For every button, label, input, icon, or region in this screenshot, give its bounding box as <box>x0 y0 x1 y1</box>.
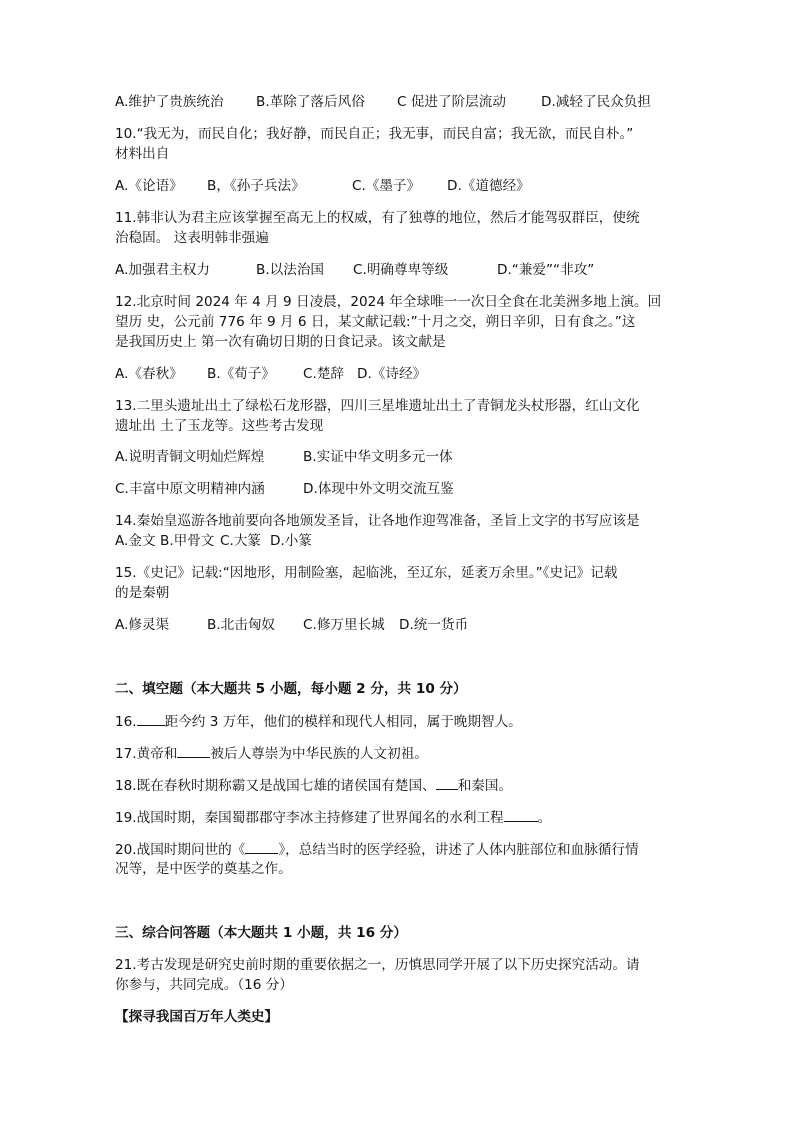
q18-text-before: 18.既在春秋时期称霸又是战国七雄的诸侯国有楚国、 <box>115 778 436 794</box>
q19-text: 。 <box>537 810 552 826</box>
q20-blank <box>245 839 278 854</box>
q14-option-a: A.金文 <box>115 533 156 549</box>
q13-stem-line2: 遗址出 土了玉龙等。这些考古发现 <box>115 418 324 434</box>
q20-stem-line2: 况等，是中医学的奠基之作。 <box>115 861 292 877</box>
q13-option-b: B.实证中华文明多元一体 <box>303 449 453 465</box>
q18-blank <box>436 775 458 790</box>
q15-option-c: C.修万里长城 <box>303 617 385 633</box>
q11-stem-line2: 治稳固。 这表明韩非强遍 <box>115 230 269 246</box>
q15-option-d: D.统一货币 <box>399 617 469 633</box>
q19-blank <box>504 807 538 822</box>
q13-options-row2 <box>115 479 454 499</box>
q12-option-b: B.《荀子》 <box>207 366 276 382</box>
q12-options <box>115 364 426 384</box>
q12-option-d: D.《诗经》 <box>357 366 427 382</box>
q15-stem-line1: 15.《史记》记载:“因地形，用制险塞，起临洮，至辽东，延袤万余里。”《史记》记载 <box>115 565 618 581</box>
q12-stem-line3: 是我国历史上 第一次有确切日期的日食记录。该文献是 <box>115 334 446 350</box>
q15-stem-line2: 的是秦朝 <box>115 585 170 601</box>
q13-option-a: A.说明青铜文明灿烂辉煌 <box>115 449 265 465</box>
section2-heading: 二、填空题（本大题共 5 小题，每小题 2 分，共 10 分） <box>115 681 467 697</box>
q10-options <box>115 176 530 196</box>
q16-text: 距今约 3 万年，他们的模样和现代人相同，属于晚期智人。 <box>164 714 522 730</box>
q17-text: 被后人尊崇为中华民族的人文初祖。 <box>210 746 428 762</box>
q16-blank <box>137 711 165 726</box>
section3-heading: 三、综合问答题（本大题共 1 小题，共 16 分） <box>115 925 407 941</box>
q9-option-b: B.革除了落后风俗 <box>256 94 365 110</box>
q20-stem-line1 <box>115 839 639 860</box>
q9-option-a: A.维护了贵族统治 <box>115 94 224 110</box>
q12-option-a: A.《春秋》 <box>115 366 183 382</box>
q18-text: 和秦国。 <box>457 778 513 794</box>
q11-options <box>115 260 594 280</box>
q10-stem-line1: 10.“我无为，而民自化；我好静，而民自正；我无事，而民自富；我无欲，而民自朴。” <box>115 126 634 142</box>
q20-text: 》，总结当时的医学经验，讲述了人体内脏部位和血脉循行情 <box>278 842 639 858</box>
q11-option-c: C.明确尊卑等级 <box>353 262 449 278</box>
q13-stem-line1: 13.二里头遗址出土了绿松石龙形器，四川三星堆遗址出土了青铜龙头杖形器，红山文化 <box>115 398 640 414</box>
q14-option-c: C.大篆 <box>220 533 262 549</box>
q11-option-a: A.加强君主权力 <box>115 262 210 278</box>
q15-option-a: A.修灵渠 <box>115 617 170 633</box>
q9-options <box>115 92 651 112</box>
q13-options-row1 <box>115 447 453 467</box>
q14-options <box>115 531 312 551</box>
q15-options <box>115 615 468 635</box>
q12-option-c: C.楚辞 <box>303 366 345 382</box>
q11-option-d: D.“兼爱”“非攻” <box>497 262 595 278</box>
q21-subheading: 【探寻我国百万年人类史】 <box>115 1009 279 1025</box>
q9-option-c: C 促进了阶层流动 <box>397 94 506 110</box>
q10-option-d: D.《道德经》 <box>447 178 530 194</box>
q19-stem <box>115 807 551 828</box>
q13-option-d: D.体现中外文明交流互鉴 <box>303 481 454 497</box>
q10-stem-line2: 材料出自 <box>115 146 170 162</box>
q14-option-b: B.甲骨文 <box>160 533 215 549</box>
q19-text-before: 19.战国时期，秦国蜀郡郡守李冰主持修建了世界闻名的水利工程 <box>115 810 504 826</box>
q17-stem <box>115 743 428 764</box>
q10-option-c: C.《墨子》 <box>352 178 421 194</box>
q14-option-d: D.小篆 <box>270 533 312 549</box>
q12-stem-line1: 12.北京时间 2024 年 4 月 9 日凌晨，2024 年全球唯一一次日全食在北美洲多地上演。回 <box>115 294 662 310</box>
q14-stem-line1: 14.秦始皇巡游各地前要向各地颁发圣旨，让各地作迎驾准备，圣旨上文字的书写应该是 <box>115 513 640 529</box>
q11-stem-line1: 11.韩非认为君主应该掌握至高无上的权威，有了独尊的地位，然后才能驾驭群臣，使统 <box>115 210 640 226</box>
q11-option-b: B.以法治国 <box>256 262 325 278</box>
q16-stem <box>115 711 522 732</box>
q16-number: 16. <box>115 714 137 730</box>
q12-stem-line2: 望历 史，公元前 776 年 9 月 6 日，某文献记载:”十月之交，朔日辛卯，日有食之。”这 <box>115 314 636 330</box>
q10-option-b: B，《孙子兵法》 <box>207 178 305 194</box>
q9-option-d: D.减轻了民众负担 <box>541 94 651 110</box>
q13-option-c: C.丰富中原文明精神内涵 <box>115 481 265 497</box>
q21-stem-line1: 21.考古发现是研究史前时期的重要依据之一，历慎思同学开展了以下历史探究活动。请 <box>115 957 640 973</box>
q21-stem-line2: 你参与，共同完成。（16 分） <box>115 977 293 993</box>
q20-text-before: 20.战国时期问世的《 <box>115 842 246 858</box>
q17-text-before: 17.黄帝和 <box>115 746 178 762</box>
q10-option-a: A.《论语》 <box>115 178 183 194</box>
q17-blank <box>177 743 210 758</box>
q15-option-b: B.北击匈奴 <box>207 617 276 633</box>
q18-stem <box>115 775 512 796</box>
